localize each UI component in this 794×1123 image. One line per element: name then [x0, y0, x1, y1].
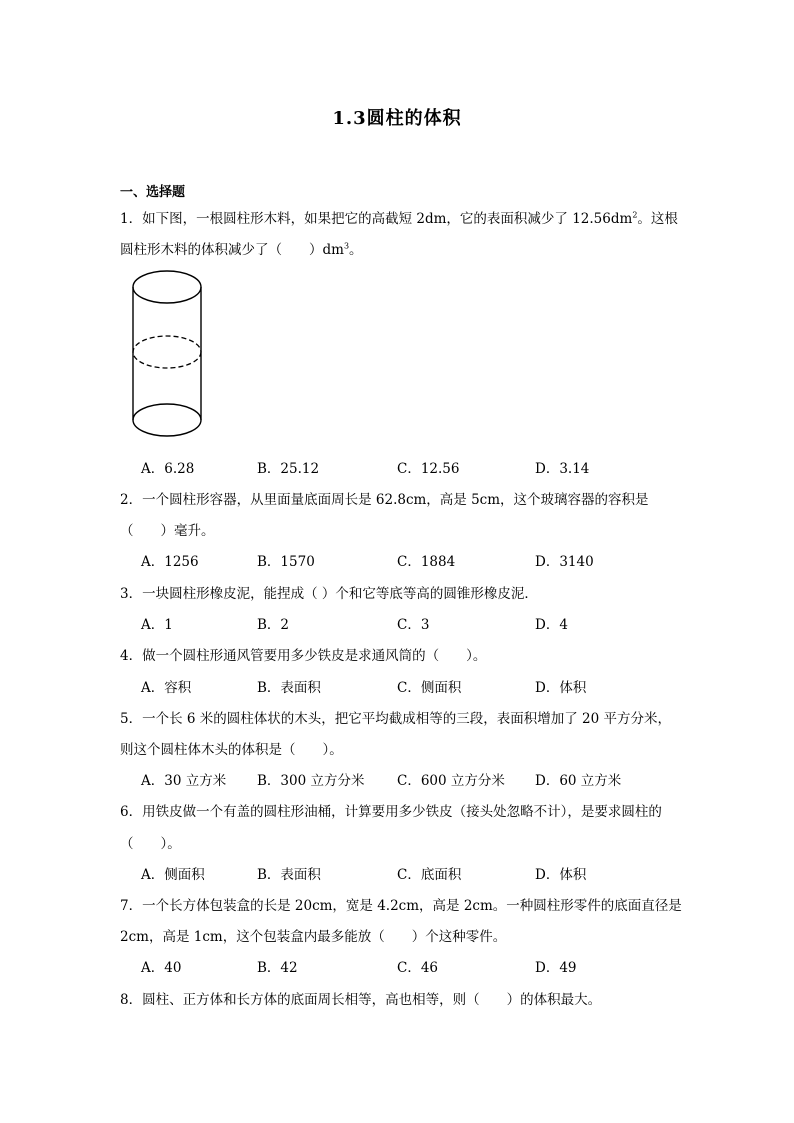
- question-number: 5．: [120, 711, 143, 727]
- question-number: 1．: [120, 211, 143, 227]
- option-a[interactable]: A．30 立方米: [141, 773, 227, 789]
- question-1-line-1: [120, 207, 678, 227]
- question-8-line-1: [120, 988, 601, 1008]
- question-text: 如下图，一根圆柱形木料，如果把它的高截短 2dm，它的表面积减少了 12.56dm: [142, 211, 633, 227]
- option-a[interactable]: A．1256: [141, 554, 199, 570]
- option-d[interactable]: D．3.14: [535, 461, 590, 477]
- question-text: 圆柱、正方体和长方体的底面周长相等，高也相等，则（ ）的体积最大。: [142, 992, 602, 1008]
- question-text: 一个圆柱形容器，从里面量底面周长是 62.8cm，高是 5cm，这个玻璃容器的容积是: [142, 492, 649, 508]
- question-4-options: [141, 676, 661, 694]
- option-b[interactable]: B．2: [257, 617, 290, 633]
- question-text: 一个长 6 米的圆柱体状的木头，把它平均截成相等的三段，表面积增加了 20 平方分米，: [142, 711, 672, 727]
- option-d[interactable]: D．体积: [535, 867, 587, 883]
- question-2-options: [141, 550, 661, 568]
- question-text: 。: [349, 242, 363, 258]
- question-number: 6．: [120, 804, 143, 820]
- option-b[interactable]: B．300 立方分米: [257, 773, 365, 789]
- option-b[interactable]: B．42: [257, 960, 298, 976]
- superscript: 3: [343, 241, 350, 251]
- question-text: （ ）。: [120, 836, 181, 852]
- cylinder-top-ellipse: [133, 271, 201, 303]
- option-c[interactable]: C．侧面积: [397, 680, 462, 696]
- question-6-line-1: [120, 800, 662, 820]
- page-title: 1.3圆柱的体积: [332, 108, 462, 129]
- option-b[interactable]: B．表面积: [257, 680, 321, 696]
- question-number: 3．: [120, 586, 143, 602]
- option-a[interactable]: A．侧面积: [141, 867, 205, 883]
- question-number: 8．: [120, 992, 143, 1008]
- option-a[interactable]: A．40: [141, 960, 182, 976]
- question-2-line-2: [120, 519, 215, 539]
- option-c[interactable]: C．底面积: [397, 867, 462, 883]
- question-3-options: [141, 613, 661, 631]
- question-5-options: [141, 769, 661, 787]
- option-c[interactable]: C．1884: [397, 554, 456, 570]
- question-1-line-2: [120, 238, 363, 258]
- option-c[interactable]: C．12.56: [397, 461, 460, 477]
- question-7-line-1: [120, 894, 682, 914]
- question-number: 2．: [120, 492, 143, 508]
- question-5-line-1: [120, 707, 671, 727]
- question-number: 7．: [120, 898, 143, 914]
- question-6-options: [141, 863, 661, 881]
- question-2-line-1: [120, 488, 649, 508]
- question-text: 做一个圆柱形通风管要用多少铁皮是求通风筒的（ ）。: [142, 648, 487, 664]
- question-4-line-1: [120, 644, 486, 664]
- question-7-options: [141, 956, 661, 974]
- option-d[interactable]: D．4: [535, 617, 568, 633]
- question-text: 一个长方体包装盒的长是 20cm，宽是 4.2cm，高是 2cm。一种圆柱形零件的底面直径是: [142, 898, 682, 914]
- question-text: 一块圆柱形橡皮泥，能捏成（ ）个和它等底等高的圆锥形橡皮泥．: [142, 586, 538, 602]
- question-text: 圆柱形木料的体积减少了（ ）dm: [120, 242, 344, 258]
- question-3-line-1: [120, 582, 538, 602]
- cylinder-diagram: [126, 266, 208, 442]
- question-text: 2cm，高是 1cm，这个包装盒内最多能放（ ）个这种零件。: [120, 929, 507, 945]
- question-text: 则这个圆柱体木头的体积是（ ）。: [120, 742, 343, 758]
- section-heading: 一、选择题: [120, 185, 186, 200]
- question-7-line-2: [120, 925, 506, 945]
- question-text: 。这根: [637, 211, 678, 227]
- option-a[interactable]: A．1: [141, 617, 173, 633]
- question-text: 用铁皮做一个有盖的圆柱形油桶，计算要用多少铁皮（接头处忽略不计），是要求圆柱的: [142, 804, 662, 820]
- option-b[interactable]: B．1570: [257, 554, 315, 570]
- option-a[interactable]: A．6.28: [141, 461, 195, 477]
- option-b[interactable]: B．表面积: [257, 867, 321, 883]
- superscript: 2: [632, 210, 638, 220]
- question-number: 4．: [120, 648, 143, 664]
- option-d[interactable]: D．49: [535, 960, 577, 976]
- question-6-line-2: [120, 832, 181, 852]
- option-c[interactable]: C．600 立方分米: [397, 773, 505, 789]
- option-b[interactable]: B．25.12: [257, 461, 320, 477]
- option-c[interactable]: C．3: [397, 617, 430, 633]
- question-5-line-2: [120, 738, 343, 758]
- option-c[interactable]: C．46: [397, 960, 439, 976]
- option-a[interactable]: A．容积: [141, 680, 192, 696]
- question-text: （ ）毫升。: [120, 523, 215, 539]
- cylinder-cut-dashed-ellipse: [133, 336, 201, 368]
- question-1-options: [141, 457, 661, 475]
- cylinder-bottom-ellipse: [133, 404, 201, 436]
- option-d[interactable]: D．3140: [535, 554, 594, 570]
- option-d[interactable]: D．体积: [535, 680, 587, 696]
- option-d[interactable]: D．60 立方米: [535, 773, 622, 789]
